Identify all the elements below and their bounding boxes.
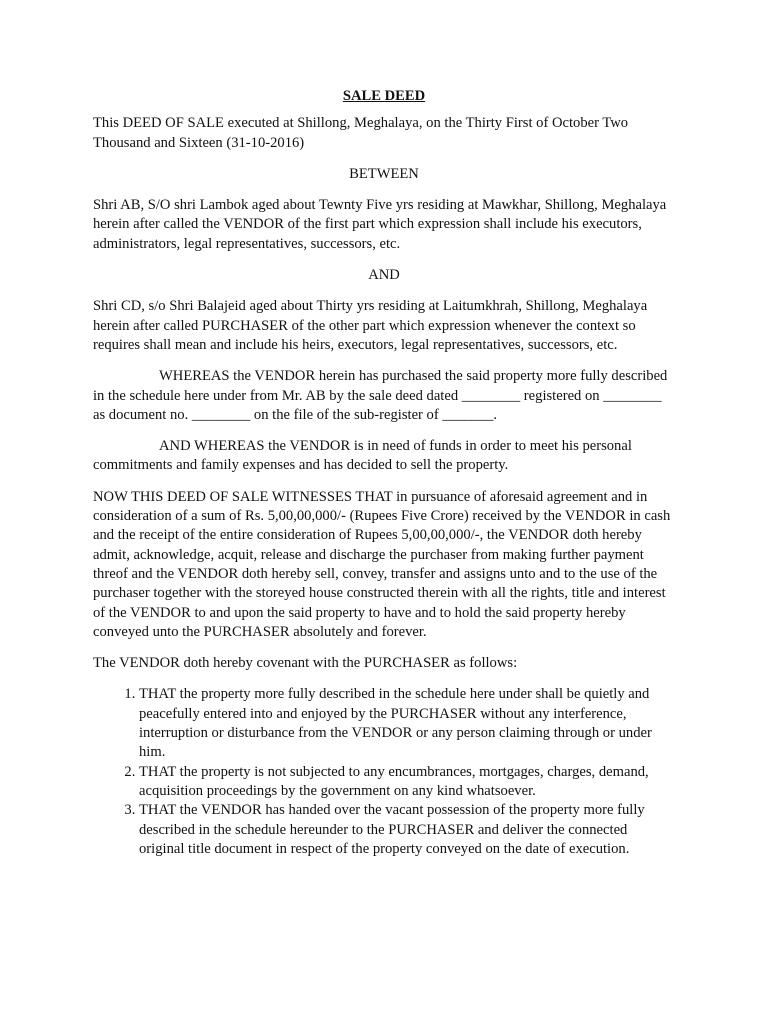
whereas-paragraph-2: AND WHEREAS the VENDOR is in need of funds in order to meet his personal commitments and family expenses and has decided to sell the property.	[93, 438, 632, 474]
covenant-list	[93, 685, 675, 859]
covenant-item: 2. THAT the property is not subjected to any encumbrances, mortgages, charges, demand, acquisition proceedings by the government on any kind whatsoever.	[139, 763, 675, 802]
whereas-paragraph-1: WHEREAS the VENDOR herein has purchased the said property more fully described in the schedule here under from Mr. AB by the sale deed dated ________ registered on ________ as document no. ________ on the file of the sub-register of _______.	[93, 368, 668, 423]
document-title: SALE DEED	[342, 88, 426, 104]
and-heading: AND	[368, 267, 400, 284]
covenant-item: 3. THAT the VENDOR has handed over the vacant possession of the property more fully described in the schedule hereunder to the PURCHASER and deliver the connected original title document in respect of the property conveyed on the date of execution.	[139, 801, 675, 859]
covenant-intro: The VENDOR doth hereby covenant with the PURCHASER as follows:	[93, 655, 518, 672]
between-heading: BETWEEN	[349, 165, 419, 182]
intro-paragraph: This DEED OF SALE executed at Shillong, Meghalaya, on the Thirty First of October Two Thousand and Sixteen (31-10-2016)	[93, 115, 629, 151]
witnesses-paragraph: NOW THIS DEED OF SALE WITNESSES THAT in pursuance of aforesaid agreement and in consideration of a sum of Rs. 5,00,00,000/- (Rupees Five Crore) received by the VENDOR in cash and the receipt of the entire consideration of Rupees 5,00,00,000/-, the VENDOR doth hereby admit, acknowledge, acquit, release and discharge the purchaser from making further payment threof and the VENDOR doth hereby sell, convey, transfer and assigns unto and to the use of the purchaser together with the storeyed house constructed therein with all the rights, title and interest of the VENDOR to and upon the said property to have and to hold the said property hereby conveyed unto the PURCHASER absolutely and forever.	[93, 488, 671, 640]
vendor-party-paragraph: Shri AB, S/O shri Lambok aged about Tewnty Five yrs residing at Mawkhar, Shillong, Meghalaya herein after called the VENDOR of the first part which expression shall include his executors, administrators, legal representatives, successors, etc.	[93, 197, 667, 252]
purchaser-party-paragraph: Shri CD, s/o Shri Balajeid aged about Thirty yrs residing at Laitumkhrah, Shillong, Meghalaya herein after called PURCHASER of the other part which expression whenever the context so requires shall mean and include his heirs, executors, legal representatives, successors, etc.	[93, 298, 648, 353]
covenant-item: 1. THAT the property more fully described in the schedule here under shall be quietly and peacefully entered into and enjoyed by the PURCHASER without any interference, interruption or disturbance from the VENDOR or any person claiming through or under him.	[139, 685, 675, 762]
